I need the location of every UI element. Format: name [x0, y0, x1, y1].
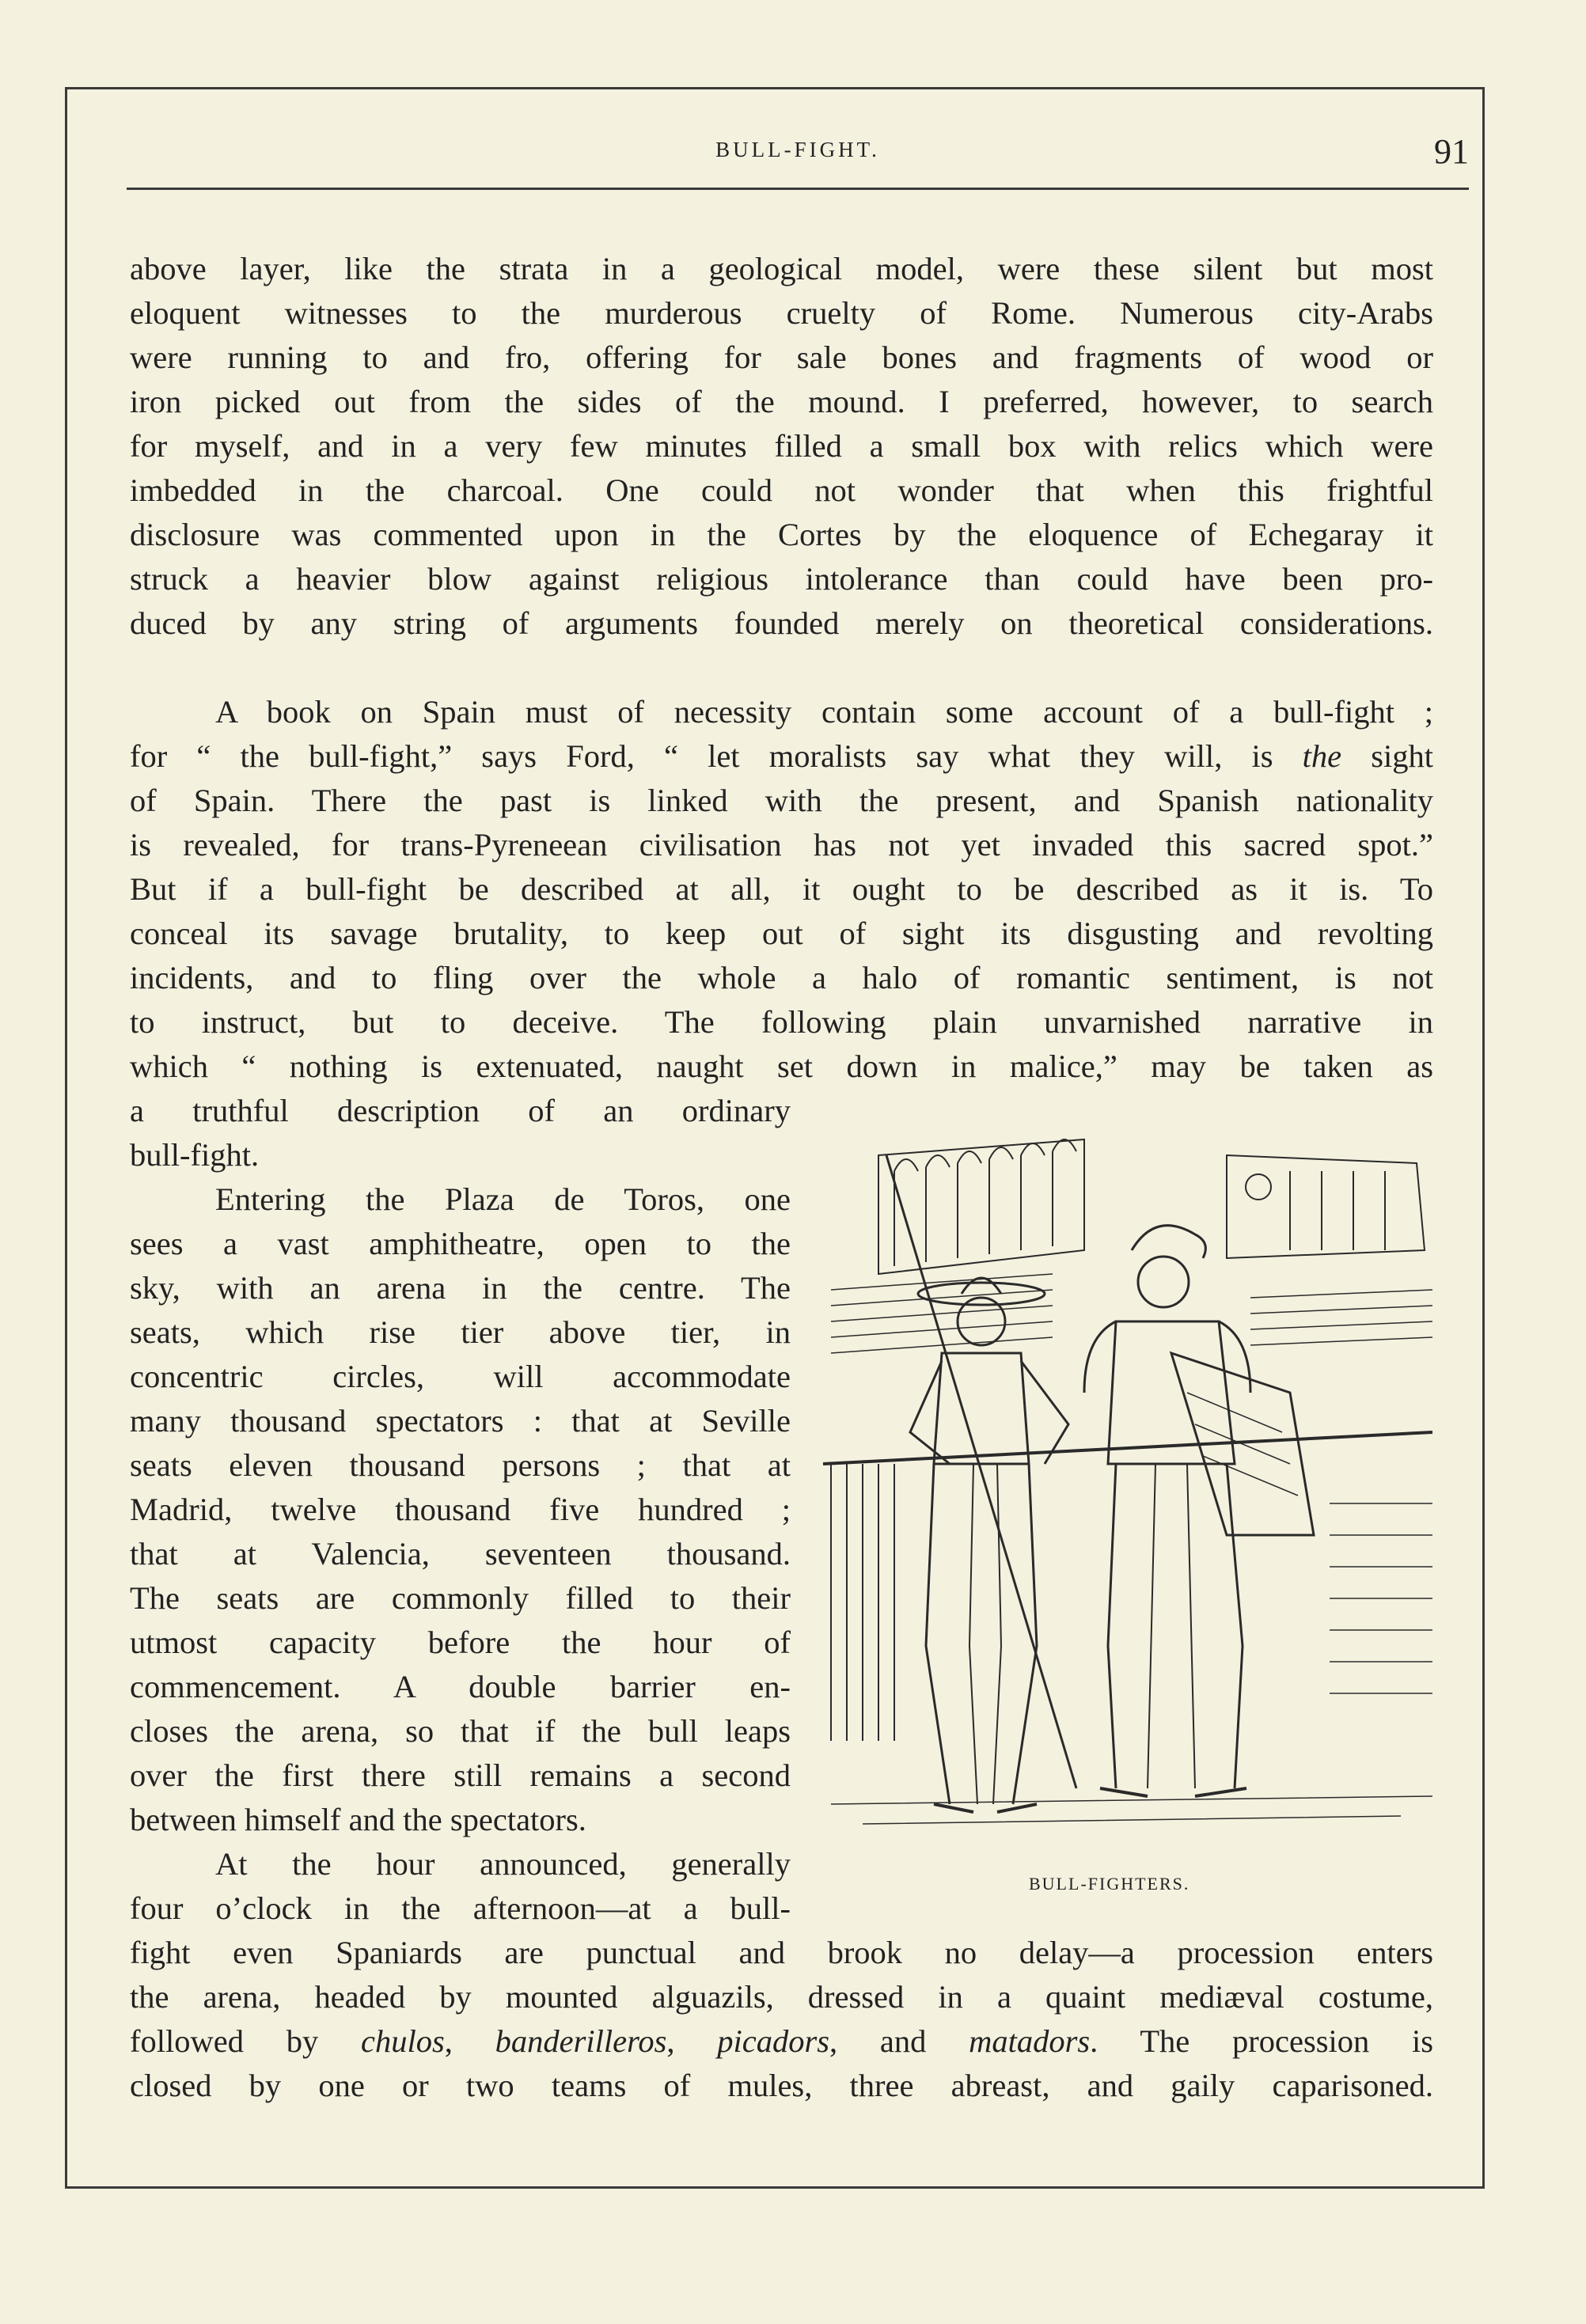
- running-head: [127, 127, 1469, 190]
- text-line: a truthful description of an ordinary: [130, 1093, 791, 1128]
- page-number: 91: [1434, 132, 1469, 171]
- text-line: were running to and fro, offering for sale bones and fragments of wood or: [130, 339, 1433, 375]
- text-line: iron picked out from the sides of the mound. I preferred, however, to search: [130, 384, 1433, 419]
- paragraph-first-line: A book on Spain must of necessity contain some account of a bull-fight ;: [215, 694, 1433, 730]
- paragraph-first-line: Entering the Plaza de Toros, one: [215, 1181, 791, 1217]
- text-line: utmost capacity before the hour of: [130, 1625, 791, 1660]
- text-line: disclosure was commented upon in the Cortes by the eloquence of Echegaray it: [130, 517, 1433, 552]
- text-line: conceal its savage brutality, to keep out of sight its disgusting and revolting: [130, 916, 1433, 951]
- text-line: seats eleven thousand persons ; that at: [130, 1447, 791, 1483]
- text-line: sky, with an arena in the centre. The: [130, 1270, 791, 1306]
- text-line: above layer, like the strata in a geological model, were these silent but most: [130, 251, 1433, 286]
- text-line: four o’clock in the afternoon—at a bull-: [130, 1890, 791, 1926]
- illustration-caption: BULL-FIGHTERS.: [1029, 1874, 1190, 1894]
- text-line: to instruct, but to deceive. The following plain unvarnished narrative in: [130, 1004, 1433, 1040]
- text-line: of Spain. There the past is linked with the present, and Spanish nationality: [130, 783, 1433, 818]
- text-line: fight even Spaniards are punctual and brook no delay—a procession enters: [130, 1935, 1433, 1970]
- text-line: struck a heavier blow against religious intolerance than could have been pro-: [130, 561, 1433, 597]
- text-line: concentric circles, will accommodate: [130, 1359, 791, 1394]
- text-line: many thousand spectators : that at Seville: [130, 1403, 791, 1439]
- text-line: bull-fight.: [130, 1137, 260, 1173]
- text-line: sees a vast amphitheatre, open to the: [130, 1226, 791, 1261]
- text-line: for myself, and in a very few minutes filled a small box with relics which were: [130, 428, 1433, 464]
- text-line: But if a bull-fight be described at all, it ought to be described as it is. To: [130, 871, 1433, 907]
- text-line: which “ nothing is extenuated, naught set down in malice,” may be taken as: [130, 1048, 1433, 1084]
- text-line: the arena, headed by mounted alguazils, dressed in a quaint mediæval costume,: [130, 1979, 1433, 2015]
- text-line: commencement. A double barrier en-: [130, 1669, 791, 1704]
- text-line: for “ the bull-fight,” says Ford, “ let moralists say what they will, is the sight: [130, 738, 1433, 774]
- paragraph-first-line: At the hour announced, generally: [215, 1846, 791, 1882]
- running-title: BULL-FIGHT.: [715, 138, 880, 161]
- text-line: closed by one or two teams of mules, three abreast, and gaily caparisoned.: [130, 2068, 1433, 2103]
- text-line: closes the arena, so that if the bull leaps: [130, 1713, 791, 1749]
- text-line: between himself and the spectators.: [130, 1802, 586, 1837]
- text-line: duced by any string of arguments founded merely on theoretical considerations.: [130, 605, 1433, 641]
- text-line: incidents, and to fling over the whole a halo of romantic sentiment, is not: [130, 960, 1433, 995]
- text-line: Madrid, twelve thousand five hundred ;: [130, 1492, 791, 1527]
- text-line: is revealed, for trans-Pyreneean civilisation has not yet invaded this sacred spot.”: [130, 827, 1433, 862]
- text-line: that at Valencia, seventeen thousand.: [130, 1536, 791, 1571]
- text-line: eloquent witnesses to the murderous cruelty of Rome. Numerous city-Arabs: [130, 295, 1433, 331]
- text-line: The seats are commonly filled to their: [130, 1580, 791, 1616]
- text-line: over the first there still remains a second: [130, 1757, 791, 1793]
- text-line: followed by chulos, banderilleros, picadors, and matadors. The procession is: [130, 2023, 1434, 2059]
- text-line: imbedded in the charcoal. One could not wonder that when this frightful: [130, 472, 1433, 508]
- bull-fighters-engraving: [815, 1092, 1448, 1836]
- text-line: seats, which rise tier above tier, in: [130, 1314, 791, 1350]
- italic-emphasis: the: [1302, 738, 1342, 774]
